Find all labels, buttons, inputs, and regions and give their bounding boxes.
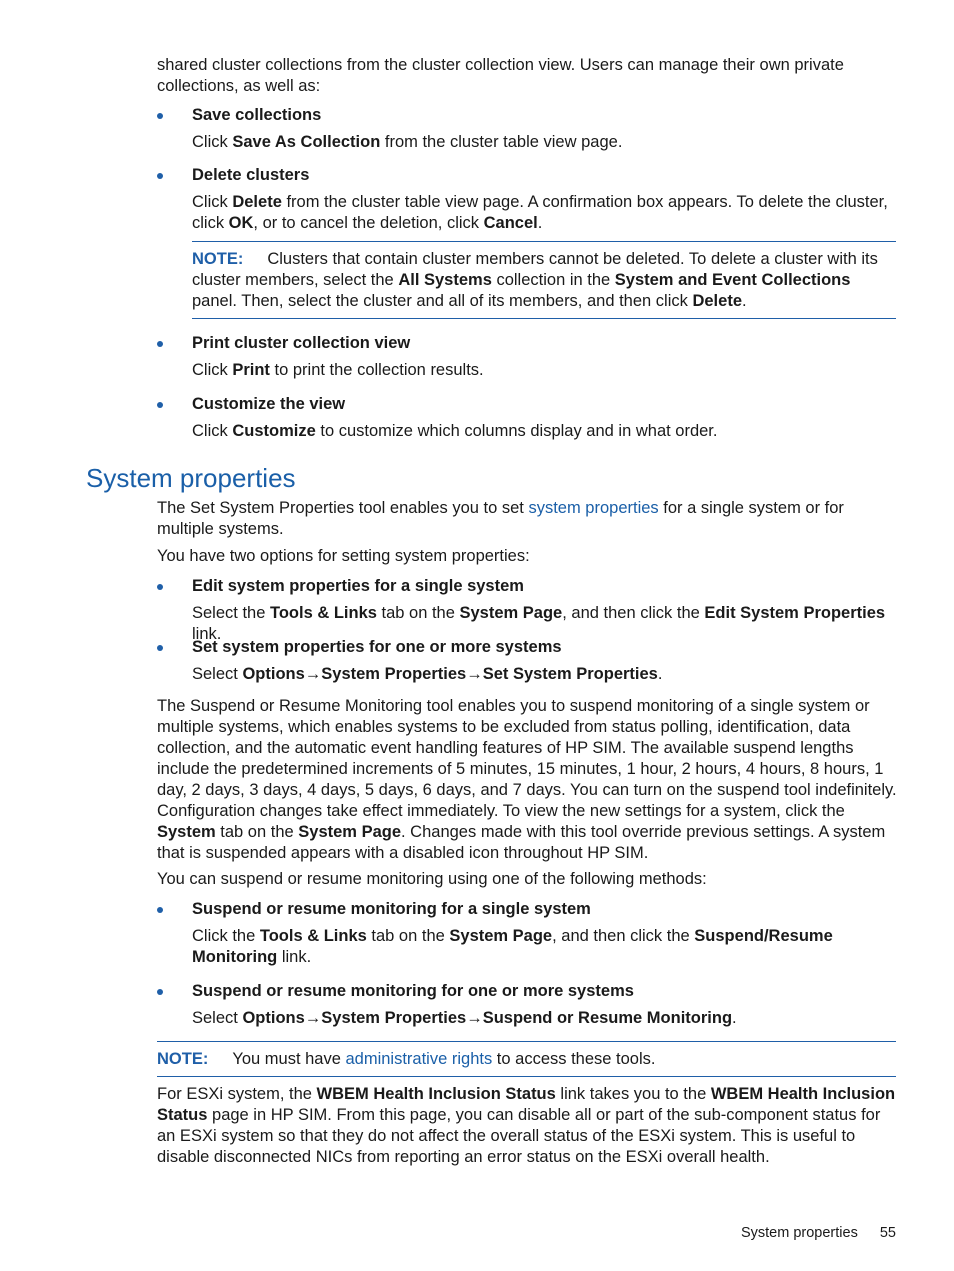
bullet-dot-icon <box>157 907 163 913</box>
bullet-suspend-single <box>157 899 897 968</box>
bullet-edit-properties <box>157 576 897 645</box>
page-footer <box>741 1223 896 1244</box>
bullet-body: Select the Tools & Links tab on the System Page, and then click the Edit System Properties link. <box>192 604 886 643</box>
system-properties-intro: The Set System Properties tool enables you to set system properties for a single system or for multiple systems. <box>157 499 844 538</box>
bullet-title: Save collections <box>157 105 897 126</box>
arrow-right-icon: → <box>466 665 483 683</box>
arrow-right-icon: → <box>466 1009 483 1027</box>
bullet-title: Delete clusters <box>157 165 897 186</box>
bullet-delete-clusters <box>157 165 897 234</box>
arrow-right-icon: → <box>304 665 322 683</box>
note-label: NOTE: <box>192 250 244 268</box>
bullet-suspend-multiple <box>157 981 897 1029</box>
esxi-paragraph: For ESXi system, the WBEM Health Inclusion Status link takes you to the WBEM Health Inclusion Status page in HP SIM. From this page, you can disable all or part of the sub-component status for an ESXi system so that they do not affect the overall status of the ESXi system. This is useful to disable disconnected NICs from reporting an error status on the ESXi overall health. <box>157 1085 896 1166</box>
system-properties-link[interactable]: system properties <box>528 499 659 517</box>
bullet-title: Suspend or resume monitoring for one or more systems <box>157 981 897 1002</box>
bullet-dot-icon <box>157 645 163 651</box>
section-heading: System properties <box>86 463 296 493</box>
bullet-body: Click Customize to customize which columns display and in what order. <box>192 422 718 440</box>
note-delete-clusters: NOTE: Clusters that contain cluster members cannot be deleted. To delete a cluster with its cluster members, select the All Systems collection in the System and Event Collections panel. Then, select the cluster and all of its members, and then click Delete. <box>192 241 896 319</box>
bullet-dot-icon <box>157 989 163 995</box>
footer-section-label: System properties <box>740 1225 858 1241</box>
bullet-set-properties <box>157 637 897 685</box>
bullet-title: Set system properties for one or more systems <box>157 637 897 658</box>
options-intro: You have two options for setting system properties: <box>157 547 530 565</box>
bullet-body: Select Options→System Properties→Set System Properties. <box>192 665 663 683</box>
suspend-monitoring-paragraph: The Suspend or Resume Monitoring tool enables you to suspend monitoring of a single system or multiple systems, which enables systems to be excluded from status polling, identification, data collection, and the automatic event handling features of HP SIM. The available suspend lengths include the predetermined increments of 5 minutes, 15 minutes, 1 hour, 2 hours, 4 hours, 8 hours, 1 day, 2 days, 3 days, 4 days, 5 days, 6 days, and 7 days. You can turn on the suspend tool indefinitely. Configuration changes take effect immediately. To view the new settings for a system, click the System tab on the System Page. Changes made with this tool override previous settings. A system that is suspended appears with a disabled icon throughout HP SIM. <box>157 697 897 862</box>
note-label: NOTE: <box>157 1050 209 1068</box>
note-admin-rights: NOTE: You must have administrative rights to access these tools. <box>157 1041 896 1077</box>
bullet-body: Click Save As Collection from the cluster table view page. <box>192 133 623 151</box>
bullet-title: Print cluster collection view <box>157 333 897 354</box>
bullet-print-view <box>157 333 897 381</box>
bullet-title: Suspend or resume monitoring for a single system <box>157 899 897 920</box>
bullet-title: Edit system properties for a single system <box>157 576 897 597</box>
bullet-customize-view <box>157 394 897 442</box>
arrow-right-icon: → <box>304 1009 322 1027</box>
administrative-rights-link[interactable]: administrative rights <box>345 1050 493 1068</box>
bullet-dot-icon <box>157 341 163 347</box>
bullet-dot-icon <box>157 584 163 590</box>
bullet-dot-icon <box>157 113 163 119</box>
bullet-body: Click Print to print the collection results. <box>192 361 484 379</box>
intro-paragraph: shared cluster collections from the cluster collection view. Users can manage their own private collections, as well as: <box>157 56 844 95</box>
bullet-title: Customize the view <box>157 394 897 415</box>
bullet-body: Click the Tools & Links tab on the System Page, and then click the Suspend/Resume Monitoring link. <box>192 927 833 966</box>
bullet-dot-icon <box>157 173 163 179</box>
bullet-body: Select Options→System Properties→Suspend or Resume Monitoring. <box>192 1009 737 1027</box>
suspend-methods-intro: You can suspend or resume monitoring using one of the following methods: <box>157 870 707 888</box>
bullet-save-collections <box>157 105 897 153</box>
bullet-body: Click Delete from the cluster table view page. A confirmation box appears. To delete the cluster, click OK, or to cancel the deletion, click Cancel. <box>192 193 888 232</box>
bullet-dot-icon <box>157 402 163 408</box>
page-number: 55 <box>879 1225 896 1241</box>
